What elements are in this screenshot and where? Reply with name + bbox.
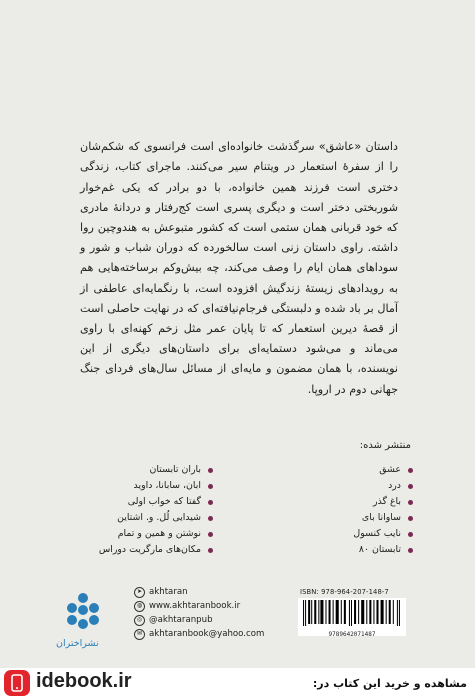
idebook-logo-icon [4, 670, 30, 696]
telegram-icon: ➤ [134, 587, 145, 598]
publisher-logo-icon [62, 590, 104, 632]
list-item: شیدایی لُل. و. اشتاین [99, 510, 213, 526]
email-icon: ✉ [134, 629, 145, 640]
contact-handle: ➤ akhtaran [134, 585, 264, 599]
published-list-right [353, 462, 413, 558]
bullet-icon [408, 468, 413, 473]
bullet-icon [408, 532, 413, 537]
list-item: درد [353, 478, 413, 494]
list-item: باغ گذر [353, 494, 413, 510]
bullet-icon [208, 548, 213, 553]
footer-cta: مشاهده و خرید این کتاب در: [312, 677, 467, 690]
list-item: نوشتن و همین و تمام [99, 526, 213, 542]
list-item: نایب کنسول [353, 526, 413, 542]
bullet-icon [208, 484, 213, 489]
barcode-number: 9789642071487 [328, 631, 376, 638]
contact-instagram[interactable]: ◎ @akhtaranpub [134, 613, 264, 627]
list-item: عشق [353, 462, 413, 478]
barcode-icon [301, 600, 403, 626]
bullet-icon [208, 516, 213, 521]
published-list-left [99, 462, 213, 558]
bullet-icon [208, 532, 213, 537]
list-item: گفتا که خواب اولی [99, 494, 213, 510]
list-item: ابان، سابانا، داوید [99, 478, 213, 494]
contact-website[interactable]: ◍ www.akhtaranbook.ir [134, 599, 264, 613]
globe-icon: ◍ [134, 601, 145, 612]
bullet-icon [408, 516, 413, 521]
published-heading: منتشر شده: [359, 440, 411, 451]
barcode [298, 598, 406, 636]
isbn-label: ISBN: 978-964-207-148-7 [300, 588, 389, 596]
list-item: مکان‌های مارگریت دوراس [99, 542, 213, 558]
synopsis-text: داستان «عاشق» سرگذشت خانواده‌ای است فرانسوی که شکم‌شان را از سفرهٔ استعمار در ویتنام سیر می‌کنند. ماجرای کتاب، زندگی دختری است فرزند همین خانواده، با دو برادر که یکی غم‌خوار شوربختی دختر است و دیگری پسری است کج‌رفتار و دردانهٔ مادری که خود قربانی همان ستمی است که کشور متبوعش به هندوچین روا داشته. راوی داستان زنی است سالخورده که دوران شباب و شور و سوداهای همان ایام را وصف می‌کند، چه بیش‌وکم برساخته‌هایی هم به رویدادهای زیستهٔ زندگیش افزوده است، با رنگمایه‌ای عاطفی از آمال بر باد شده و دلبستگی فرجام‌نیافته‌ای که در نهایت حاصلی است از قصهٔ دیرین استعمار که تا پایان عمر مثل زخم کهنه‌ای با راوی می‌ماند و می‌شود دستمایه‌ای برای داستان‌های دیگری از این نویسنده، با همان مضمون و مایه‌ای از مسائل سال‌های فردای جنگ جهانی دوم در اروپا. [80, 140, 398, 396]
bullet-icon [408, 548, 413, 553]
bullet-icon [208, 500, 213, 505]
list-item: باران تابستان [99, 462, 213, 478]
contact-email[interactable]: ✉ akhtaranbook@yahoo.com [134, 627, 264, 641]
bullet-icon [408, 484, 413, 489]
footer-brand[interactable]: idebook.ir [36, 670, 132, 692]
contact-info [134, 585, 264, 641]
publisher-logo-text: نشراختران [56, 638, 99, 649]
list-item: تابستان ۸۰ [353, 542, 413, 558]
instagram-icon: ◎ [134, 615, 145, 626]
list-item: ساوانا بای [353, 510, 413, 526]
bullet-icon [408, 500, 413, 505]
bullet-icon [208, 468, 213, 473]
